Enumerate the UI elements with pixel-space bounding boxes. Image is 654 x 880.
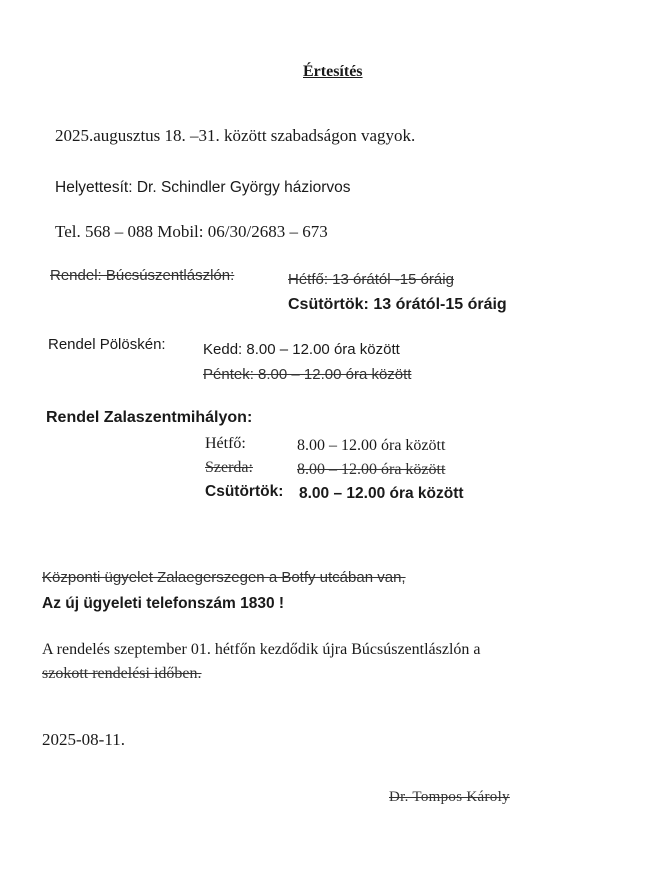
bucsu-label: Rendel: Búcsúszentlászlón: [50,267,235,284]
central-duty-notice: Központi ügyelet Zalaegerszegen a Botfy utcában van, [42,569,406,586]
zalaszent-thursday-day: Csütörtök: [205,483,284,500]
bucsu-monday: Hétfő: 13 órától -15 óráig [288,271,454,288]
document-date: 2025-08-11. [42,730,125,749]
poloske-label: Rendel Pölöskén: [48,336,166,353]
restart-notice-line2: szokott rendelési időben. [42,665,202,682]
poloske-tuesday: Kedd: 8.00 – 12.00 óra között [203,341,400,358]
zalaszent-monday-day: Hétfő: [205,435,246,452]
vacation-notice: 2025.augusztus 18. –31. között szabadságon vagyok. [55,126,416,145]
zalaszent-monday-time: 8.00 – 12.00 óra között [297,437,446,454]
signature-name: Dr. Tompos Károly [389,789,510,805]
zalaszent-thursday-time: 8.00 – 12.00 óra között [299,485,464,502]
page-title: Értesítés [303,63,363,80]
poloske-friday: Péntek: 8.00 – 12.00 óra között [203,366,412,383]
zalaszent-wednesday-day: Szerda: [205,459,253,476]
restart-notice-line1: A rendelés szeptember 01. hétfőn kezdődik újra Búcsúszentlászlón a [42,641,481,658]
zalaszent-label: Rendel Zalaszentmihályon: [46,409,253,426]
substitute-doctor: Helyettesít: Dr. Schindler György háziorvos [55,179,351,196]
phone-numbers: Tel. 568 – 088 Mobil: 06/30/2683 – 673 [55,222,328,241]
bucsu-thursday: Csütörtök: 13 órától-15 óráig [288,296,507,313]
zalaszent-wednesday-time: 8.00 – 12.00 óra között [297,461,446,478]
new-duty-number: Az új ügyeleti telefonszám 1830 ! [42,595,285,612]
